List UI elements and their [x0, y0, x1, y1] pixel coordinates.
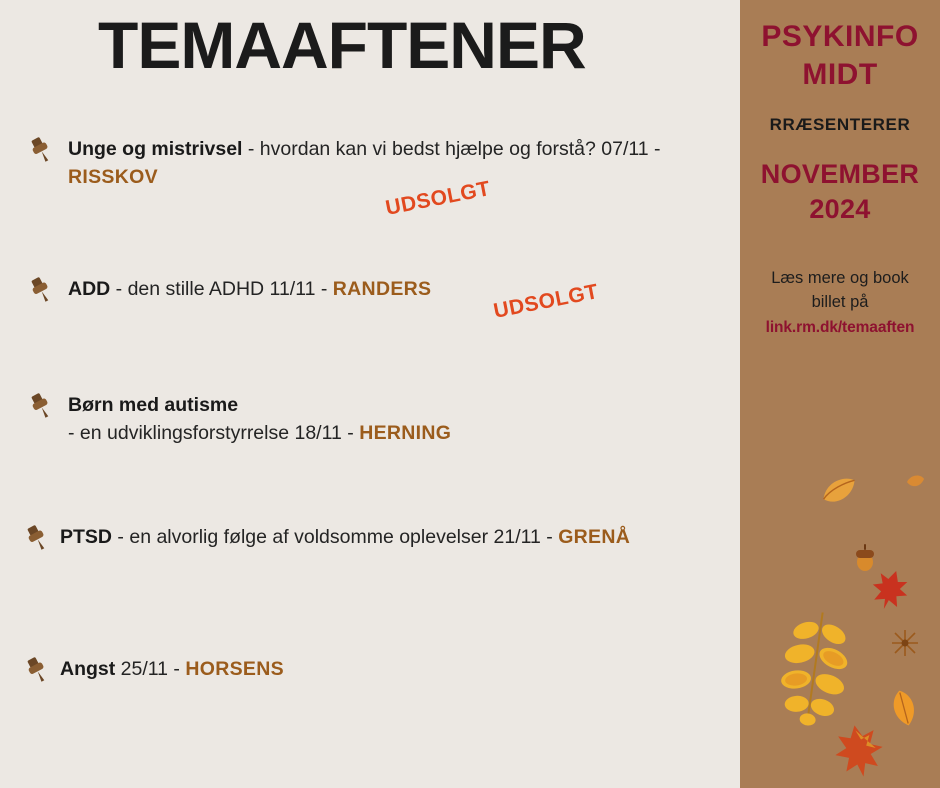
leaf-icon [816, 472, 862, 517]
event-place: RISSKOV [68, 166, 158, 189]
date-block [740, 157, 940, 227]
event-description: - den stille ADHD 11/11 - [110, 278, 333, 300]
brand-line-1: PSYKINFO [761, 20, 919, 53]
event-text [68, 391, 668, 448]
event-title: Unge og mistrivsel [68, 138, 243, 160]
event-title: Børn med autisme [68, 394, 239, 416]
leaf-icon [886, 688, 922, 733]
compound-leaf-icon [776, 608, 854, 731]
event-description: - en udviklingsforstyrrelse 18/11 - [68, 422, 360, 445]
event-place: RANDERS [332, 278, 432, 300]
leaf-icon [904, 470, 926, 497]
event-text [68, 135, 668, 192]
list-item [0, 135, 740, 220]
year-label: 2024 [809, 194, 871, 225]
pushpin-icon [26, 135, 56, 165]
pushpin-icon [22, 655, 52, 685]
pushpin-icon [26, 391, 56, 421]
brand-line-2: MIDT [802, 57, 878, 91]
booking-line-2: billet på [811, 293, 869, 312]
event-title: Angst [60, 658, 116, 680]
status-badge: UDSOLGT [383, 177, 493, 220]
month-label: NOVEMBER [760, 159, 920, 189]
event-place: HORSENS [185, 658, 284, 680]
maple-leaf-icon [870, 568, 910, 617]
event-place: GRENÅ [558, 526, 631, 548]
event-description: - en alvorlig følge af voldsomme oplevelser 21/11 - [112, 526, 559, 548]
presents-label: RRÆSENTERER [769, 115, 911, 134]
list-item [0, 275, 740, 323]
list-item [0, 655, 740, 695]
event-list [0, 135, 740, 695]
booking-line-1: Læs mere og book [771, 269, 909, 288]
status-badge: UDSOLGT [491, 280, 601, 323]
pushpin-icon [22, 523, 52, 553]
poster-sidebar [740, 0, 940, 788]
event-description: 25/11 - [115, 658, 186, 680]
event-place: HERNING [359, 422, 452, 445]
page-title: TEMAAFTENER [98, 8, 586, 82]
event-text [60, 655, 660, 683]
event-text [60, 523, 660, 551]
event-title: ADD [68, 278, 111, 300]
event-title: PTSD [60, 526, 113, 548]
booking-info [740, 267, 940, 339]
event-description: - hvordan kan vi bedst hjælpe og forstå? 07/11 - [242, 138, 661, 160]
spiky-seed-icon [890, 628, 920, 663]
acorn-icon [852, 542, 878, 577]
booking-link[interactable]: link.rm.dk/temaaften [765, 319, 915, 337]
list-item [0, 523, 740, 593]
brand-name [740, 18, 940, 93]
pushpin-icon [26, 275, 56, 305]
list-item [0, 391, 740, 461]
maple-leaf-icon [832, 722, 886, 785]
